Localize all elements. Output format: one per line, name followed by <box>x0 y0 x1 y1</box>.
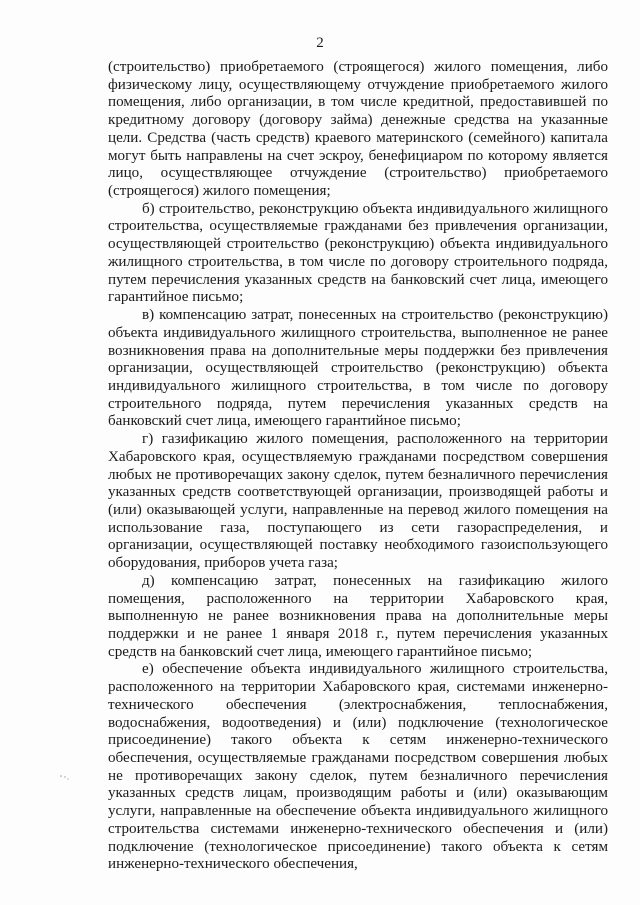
paragraph-item-d: д) компенсацию затрат, понесенных на газификацию жилого помещения, расположенного на территории Хабаровского края, выполненную не ранее возникновения права на дополнительные меры поддержки и не ранее 1 января 2018 г., путем перечисления указанных средств на банковский счет лица, имеющего гарантийное письмо; <box>108 572 608 660</box>
page-number: 2 <box>316 35 324 51</box>
document-body <box>108 59 608 874</box>
paragraph-item-v: в) компенсацию затрат, понесенных на строительство (реконструкцию) объекта индивидуального жилищного строительства, выполненное не ранее возникновения права на дополнительные меры поддержки без привлечения организации, осуществляющей строительство (реконструкцию) объекта индивидуального жилищного строительства, в том числе по договору строительного подряда, путем перечисления указанных средств на банковский счет лица, имеющего гарантийное письмо; <box>108 307 608 430</box>
paragraph-item-e: е) обеспечение объекта индивидуального жилищного строительства, расположенного на территории Хабаровского края, системами инженерно-технического обеспечения (электроснабжения, теплоснабжения, водоснабжения, водоотведения) и (или) подключение (технологическое присоединение) такого объекта к сетям инженерно-технического обеспечения, осуществляемые гражданами посредством совершения любых не противоречащих закону сделок, путем безналичного перечисления указанных средств лицам, производящим работы и (или) оказывающим услуги, направленные на обеспечение объекта индивидуального жилищного строительства системами инженерно-технического обеспечения и (или) подключение (технологическое присоединение) такого объекта к сетям инженерно-технического обеспечения, <box>108 661 608 873</box>
scan-dots-icon <box>58 772 72 786</box>
paragraph-continuation: (строительство) приобретаемого (строящегося) жилого помещения, либо физическому лицу, осуществляющему отчуждение приобретаемого жилого помещения, либо организации, в том числе кредитной, предоставившей по кредитному договору (договору займа) денежные средства на указанные цели. Средства (часть средств) краевого материнского (семейного) капитала могут быть направлены на счет эскроу, бенефициаром по которому является лицо, осуществляющее отчуждение (строительство) приобретаемого (строящегося) жилого помещения; <box>108 59 608 200</box>
paragraph-item-b: б) строительство, реконструкцию объекта индивидуального жилищного строительства, осуществляемые гражданами без привлечения организации, осуществляющей строительство (реконструкцию) объекта индивидуального жилищного строительства, в том числе по договору строительного подряда, путем перечисления указанных средств на банковский счет лица, имеющего гарантийное письмо; <box>108 200 608 306</box>
paragraph-item-g: г) газификацию жилого помещения, расположенного на территории Хабаровского края, осуществляемую гражданами посредством совершения любых не противоречащих закону сделок, путем безналичного перечисления указанных средств соответствующей организации, производящей работы и (или) оказывающей услуги, направленные на перевод жилого помещения на использование газа, поступающего из сети газораспределения, и организации, осуществляющей поставку необходимого газоиспользующего оборудования, приборов учета газа; <box>108 431 608 572</box>
scan-margin-mark <box>58 772 72 786</box>
